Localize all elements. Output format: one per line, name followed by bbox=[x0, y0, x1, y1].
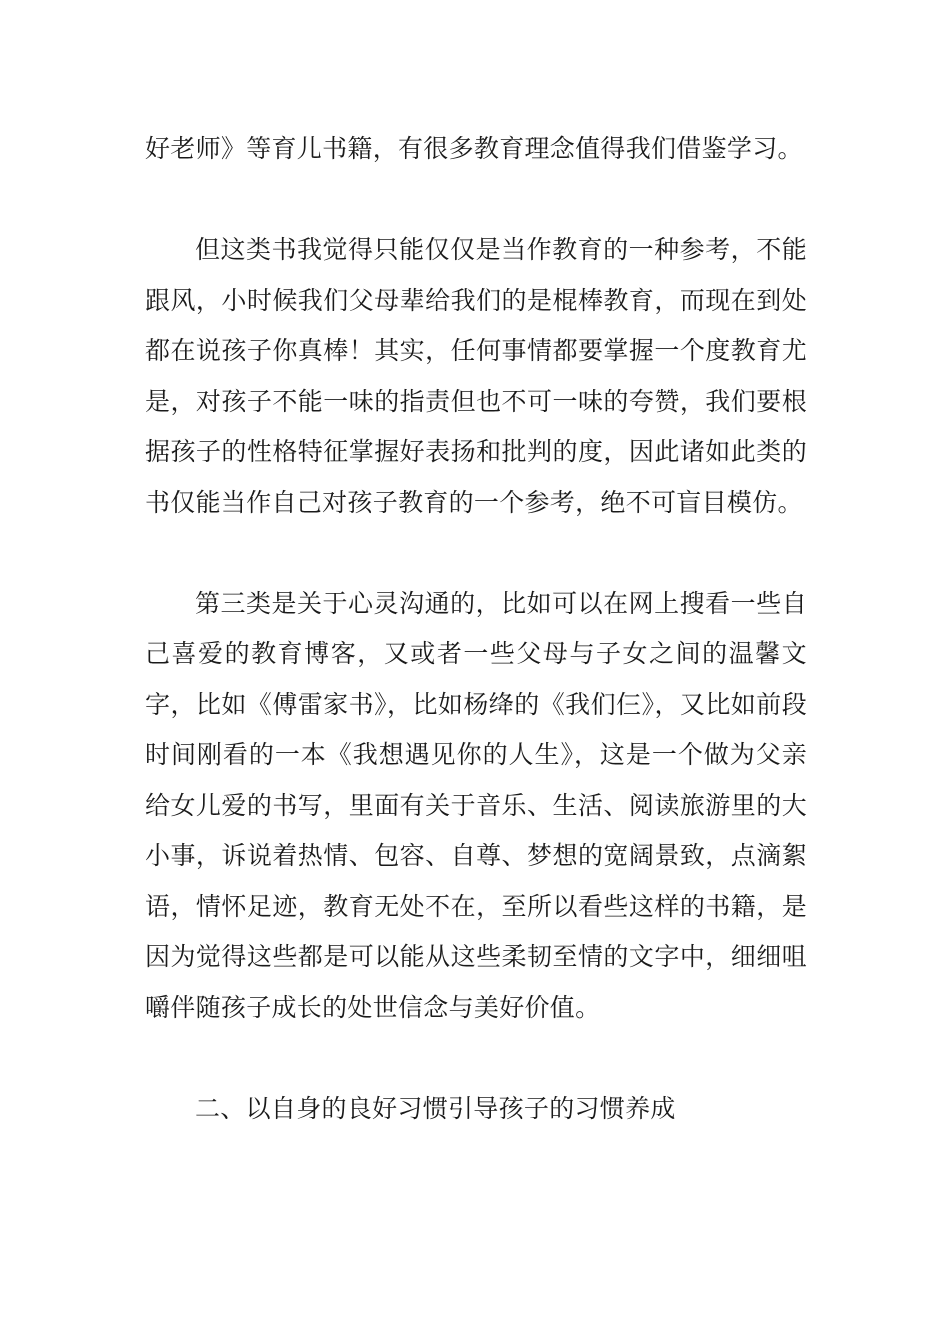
paragraph-gap bbox=[145, 528, 807, 579]
section-heading: 二、以自身的良好习惯引导孩子的习惯养成 bbox=[195, 1093, 676, 1123]
document-body bbox=[145, 124, 807, 1134]
paragraph-gap bbox=[145, 1033, 807, 1084]
paragraph-spiritual-communication: 第三类是关于心灵沟通的，比如可以在网上搜看一些自己喜爱的教育博客，又或者一些父母与子女之间的温馨文字，比如《傅雷家书》，比如杨绛的《我们仨》，又比如前段时间刚看的一本《我想遇见你的人生》，这是一个做为父亲给女儿爱的书写，里面有关于音乐、生活、阅读旅游里的大小事，诉说着热情、包容、自尊、梦想的宽阔景致，点滴絮语，情怀足迹，教育无处不在，至所以看些这样的书籍，是因为觉得这些都是可以能从这些柔韧至情的文字中，细细咀嚼伴随孩子成长的处世信念与美好价值。 bbox=[145, 588, 807, 1022]
paragraph-continuation: 好老师》等育儿书籍，有很多教育理念值得我们借鉴学习。 bbox=[145, 134, 803, 163]
paragraph-reference-books: 但这类书我觉得只能仅仅是当作教育的一种参考，不能跟风，小时候我们父母辈给我们的是棍棒教育，而现在到处都在说孩子你真棒！其实，任何事情都要掌握一个度教育尤是，对孩子不能一味的指责但也不可一味的夸赞，我们要根据孩子的性格特征掌握好表扬和批判的度，因此诸如此类的书仅能当作自己对孩子教育的一个参考，绝不可盲目模仿。 bbox=[145, 235, 807, 517]
paragraph-gap bbox=[145, 175, 807, 226]
